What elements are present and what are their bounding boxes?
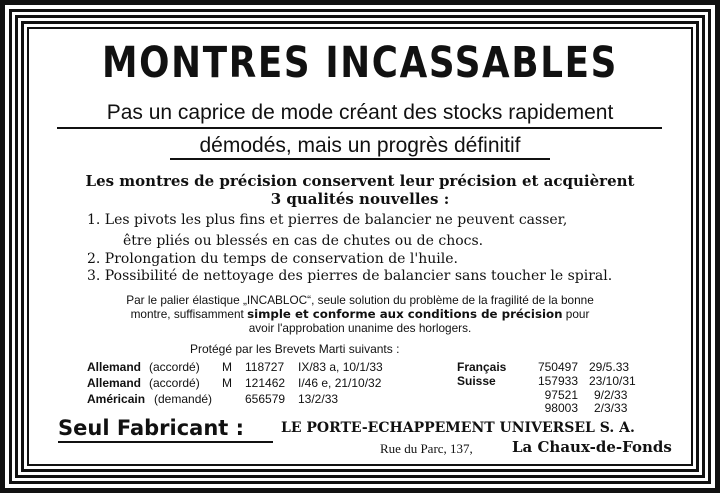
subtitle-line-1: Pas un caprice de mode créant des stocks rapidement: [106, 101, 614, 124]
patent-status: (accordé): [149, 360, 200, 374]
patent-number: 121462: [245, 376, 286, 390]
patent-country: Français: [457, 360, 507, 374]
company-name: LE PORTE-ECHAPPEMENT UNIVERSEL S. A.: [281, 420, 635, 436]
list-item-1-continued: être pliés ou blessés en cas de chutes ou de chocs.: [123, 233, 484, 249]
paragraph-emphasis: simple et conforme aux conditions de précision: [247, 307, 563, 321]
subtitle-underline-1: [57, 127, 662, 129]
patent-date: 23/10/31: [589, 374, 636, 388]
patent-ref: 13/2/33: [298, 392, 339, 406]
list-item-3: 3. Possibilité de nettoyage des pierres de balancier sans toucher le spiral.: [87, 268, 613, 284]
patent-number: 98003: [544, 401, 578, 415]
patent-date: 29/5.33: [589, 360, 630, 374]
patent-status: (demandé): [154, 392, 213, 406]
paragraph-line-1: Par le palier élastique „INCABLOC“, seule solution du problème de la fragilité de la bonne: [126, 293, 594, 307]
subtitle-underline-2: [170, 158, 550, 160]
patent-number: 97521: [544, 388, 578, 402]
patent-number: 750497: [537, 360, 578, 374]
manufacturer-underline: [58, 441, 273, 443]
paragraph-line-2: montre, suffisamment simple et conforme aux conditions de précision pour: [130, 307, 590, 321]
patent-letter: M: [222, 360, 232, 374]
patent-number: 157933: [537, 374, 578, 388]
subtitle-line-2: démodés, mais un progrès définitif: [199, 134, 521, 157]
page-title: MONTRES INCASSABLES: [101, 38, 619, 88]
patent-country: Allemand: [87, 376, 142, 390]
manufacturer-label: Seul Fabricant :: [58, 416, 245, 440]
paragraph-line-3: avoir l'approbation unanime des horlogers.: [248, 321, 472, 335]
patent-country: Américain: [87, 392, 146, 406]
patent-number: 656579: [245, 392, 286, 406]
patent-ref: I/46 e, 21/10/32: [298, 376, 382, 390]
patent-ref: IX/83 a, 10/1/33: [298, 360, 383, 374]
patent-country: Allemand: [87, 360, 142, 374]
patent-country: Suisse: [457, 374, 496, 388]
patent-status: (accordé): [149, 376, 200, 390]
patent-date: 9/2/33: [594, 388, 628, 402]
heading-line-1: Les montres de précision conservent leur précision et acquièrent: [85, 172, 635, 190]
company-address: Rue du Parc, 137,: [380, 441, 473, 456]
patent-number: 118727: [245, 360, 285, 374]
patents-intro: Protégé par les Brevets Marti suivants :: [190, 342, 400, 356]
patent-letter: M: [222, 376, 232, 390]
company-city: La Chaux-de-Fonds: [512, 438, 672, 456]
patent-date: 2/3/33: [594, 401, 628, 415]
list-item-2: 2. Prolongation du temps de conservation de l'huile.: [87, 251, 458, 267]
list-item-1: 1. Les pivots les plus fins et pierres de balancier ne peuvent casser,: [87, 212, 568, 228]
heading-line-2: 3 qualités nouvelles :: [270, 190, 450, 208]
